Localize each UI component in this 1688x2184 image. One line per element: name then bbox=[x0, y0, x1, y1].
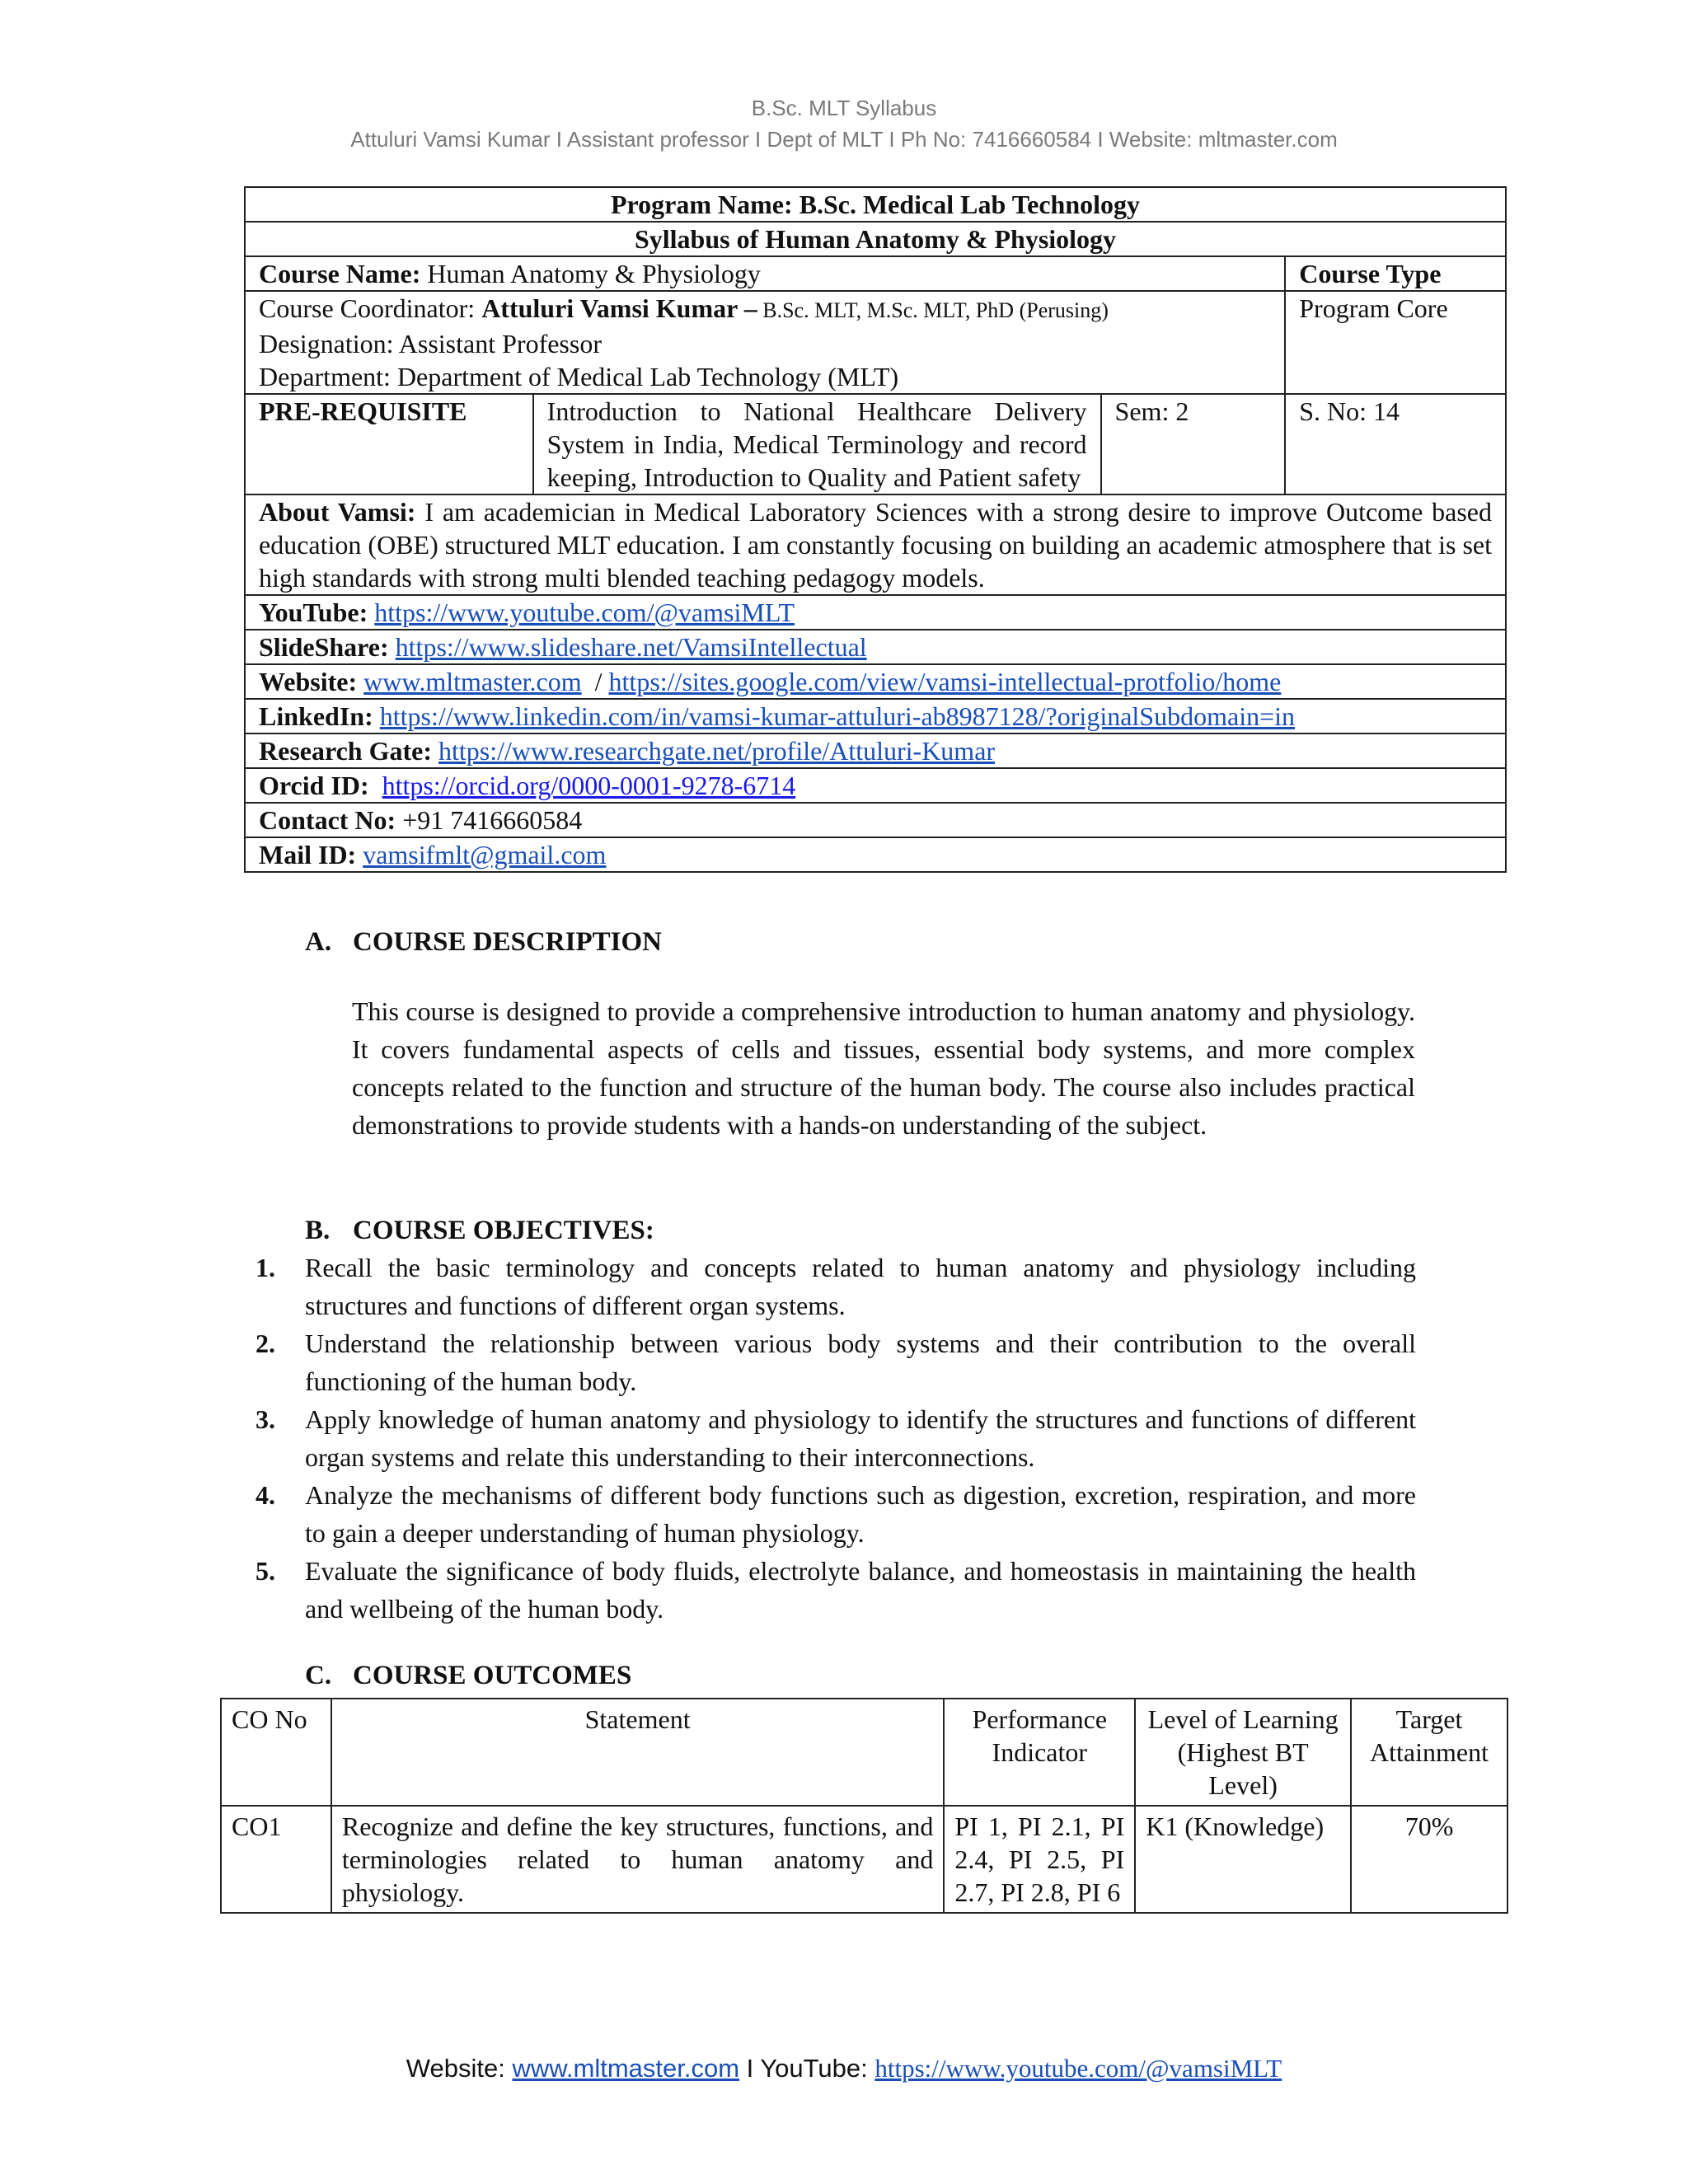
researchgate-link[interactable]: https://www.researchgate.net/profile/Attuluri-Kumar bbox=[438, 736, 996, 766]
serial-number: S. No: 14 bbox=[1285, 394, 1506, 494]
coordinator-cell bbox=[245, 291, 1285, 394]
course-outcomes-table bbox=[220, 1698, 1508, 1914]
header-subtitle: Attuluri Vamsi Kumar I Assistant professor I Dept of MLT I Ph No: 7416660584 I Website: mltmaster.com bbox=[350, 127, 1338, 152]
researchgate-label: Research Gate: bbox=[259, 736, 432, 766]
course-name-label: Course Name: bbox=[259, 259, 421, 288]
coordinator-label: Course Coordinator: bbox=[259, 293, 482, 323]
objective-item bbox=[256, 1400, 1416, 1476]
contact-label: Contact No: bbox=[259, 805, 396, 835]
researchgate-row bbox=[245, 733, 1506, 768]
linkedin-label: LinkedIn: bbox=[259, 701, 373, 731]
co-id: CO1 bbox=[221, 1806, 331, 1913]
department: Department: Department of Medical Lab Technology (MLT) bbox=[259, 362, 899, 391]
contact-row bbox=[245, 803, 1506, 837]
section-a-title: COURSE DESCRIPTION bbox=[353, 927, 662, 957]
youtube-label: YouTube: bbox=[259, 598, 368, 627]
prerequisite-label: PRE-REQUISITE bbox=[245, 394, 533, 494]
section-c-title: COURSE OUTCOMES bbox=[353, 1661, 632, 1690]
footer-website-label: Website: bbox=[406, 2054, 513, 2083]
table-row bbox=[221, 1806, 1507, 1913]
coordinator-name: Attuluri Vamsi Kumar – bbox=[481, 293, 757, 323]
prerequisite-text: Introduction to National Healthcare Delivery System in India, Medical Terminology and record keeping, Introduction to Quality and Patient safety bbox=[533, 394, 1101, 494]
objective-text: Apply knowledge of human anatomy and physiology to identify the structures and functions of different organ systems and relate this understanding to their interconnections. bbox=[305, 1404, 1416, 1472]
orcid-row bbox=[245, 768, 1506, 803]
mail-row bbox=[245, 837, 1506, 872]
co-target: 70% bbox=[1351, 1806, 1507, 1913]
section-a-letter: A. bbox=[305, 927, 332, 957]
outcomes-header-row bbox=[221, 1699, 1507, 1806]
course-type-value: Program Core bbox=[1285, 291, 1506, 394]
objective-text: Understand the relationship between various body systems and their contribution to the overall functioning of the human body. bbox=[305, 1329, 1416, 1396]
about-text: I am academician in Medical Laboratory Sciences with a strong desire to improve Outcome based education (OBE) structured MLT education. I am constantly focusing on building an academic atmosphere that is set high standards with strong multi blended teaching pedagogy models. bbox=[259, 497, 1493, 593]
objective-item bbox=[256, 1249, 1416, 1324]
contact-value: +91 7416660584 bbox=[396, 805, 583, 835]
semester: Sem: 2 bbox=[1101, 394, 1286, 494]
section-a-heading bbox=[305, 927, 662, 958]
course-name-cell bbox=[245, 256, 1285, 291]
objective-number: 5. bbox=[256, 1556, 275, 1586]
objective-number: 4. bbox=[256, 1480, 275, 1510]
objective-item bbox=[256, 1324, 1416, 1400]
course-info-table bbox=[244, 186, 1507, 873]
website-separator: / bbox=[581, 667, 609, 696]
youtube-link[interactable]: https://www.youtube.com/@vamsiMLT bbox=[374, 598, 795, 627]
slideshare-row bbox=[245, 630, 1506, 664]
footer-website-link[interactable]: www.mltmaster.com bbox=[512, 2054, 740, 2083]
objective-item bbox=[256, 1552, 1416, 1628]
course-description: This course is designed to provide a comprehensive introduction to human anatomy and physiology. It covers fundamental aspects of cells and tissues, essential body systems, and more complex concepts related to the function and structure of the human body. The course also includes practical demonstrations to provide students with a hands-on understanding of the subject. bbox=[352, 996, 1415, 1140]
youtube-row bbox=[245, 595, 1506, 630]
co-level: K1 (Knowledge) bbox=[1135, 1806, 1351, 1913]
co-performance-indicator: PI 1, PI 2.1, PI 2.4, PI 2.5, PI 2.7, PI 2.8, PI 6 bbox=[944, 1806, 1135, 1913]
website-row bbox=[245, 664, 1506, 699]
designation: Designation: Assistant Professor bbox=[259, 329, 602, 359]
statement-header: Statement bbox=[331, 1699, 944, 1806]
objective-text: Evaluate the significance of body fluids, electrolyte balance, and homeostasis in maintaining the health and wellbeing of the human body. bbox=[305, 1556, 1416, 1624]
objective-item bbox=[256, 1476, 1416, 1552]
section-c-heading bbox=[305, 1661, 631, 1691]
linkedin-row bbox=[245, 699, 1506, 733]
header-title: B.Sc. MLT Syllabus bbox=[751, 96, 937, 120]
about-label: About Vamsi: bbox=[259, 497, 416, 527]
website-label: Website: bbox=[259, 667, 358, 696]
coordinator-quals: B.Sc. MLT, M.Sc. MLT, PhD (Perusing) bbox=[757, 298, 1109, 322]
objective-number: 1. bbox=[256, 1253, 275, 1282]
course-name-value: Human Anatomy & Physiology bbox=[420, 259, 761, 288]
slideshare-link[interactable]: https://www.slideshare.net/VamsiIntellectual bbox=[395, 632, 867, 662]
objective-text: Analyze the mechanisms of different body functions such as digestion, excretion, respiration, and more to gain a deeper understanding of human physiology. bbox=[305, 1480, 1416, 1548]
orcid-link[interactable]: https://orcid.org/0000-0001-9278-6714 bbox=[382, 771, 796, 800]
portfolio-link[interactable]: https://sites.google.com/view/vamsi-intellectual-protfolio/home bbox=[608, 667, 1282, 696]
program-name: Program Name: B.Sc. Medical Lab Technology bbox=[245, 187, 1506, 222]
orcid-label: Orcid ID: bbox=[259, 771, 369, 800]
level-header: Level of Learning (Highest BT Level) bbox=[1135, 1699, 1351, 1806]
footer-separator: I YouTube: bbox=[739, 2054, 875, 2083]
objectives-list bbox=[256, 1249, 1416, 1628]
mail-label: Mail ID: bbox=[259, 840, 357, 869]
section-b-letter: B. bbox=[305, 1216, 331, 1245]
pi-header: Performance Indicator bbox=[944, 1699, 1135, 1806]
linkedin-link[interactable]: https://www.linkedin.com/in/vamsi-kumar-attuluri-ab8987128/?originalSubdomain=in bbox=[379, 701, 1296, 731]
course-type-label: Course Type bbox=[1285, 256, 1506, 291]
footer-youtube-link[interactable]: https://www.youtube.com/@vamsiMLT bbox=[874, 2054, 1282, 2083]
co-no-header: CO No bbox=[221, 1699, 331, 1806]
objective-number: 3. bbox=[256, 1404, 275, 1434]
mail-link[interactable]: vamsifmlt@gmail.com bbox=[363, 840, 607, 869]
section-b-heading bbox=[305, 1216, 654, 1246]
website-link[interactable]: www.mltmaster.com bbox=[363, 667, 582, 696]
co-statement: Recognize and define the key structures, functions, and terminologies related to human anatomy and physiology. bbox=[331, 1806, 944, 1913]
syllabus-title: Syllabus of Human Anatomy & Physiology bbox=[245, 222, 1506, 256]
section-b-title: COURSE OBJECTIVES: bbox=[353, 1216, 654, 1245]
about-cell bbox=[245, 494, 1506, 595]
target-header: Target Attainment bbox=[1351, 1699, 1507, 1806]
page-header bbox=[0, 92, 1688, 155]
objective-number: 2. bbox=[256, 1329, 275, 1358]
page-footer bbox=[0, 2054, 1688, 2083]
slideshare-label: SlideShare: bbox=[259, 632, 389, 662]
objective-text: Recall the basic terminology and concepts related to human anatomy and physiology including structures and functions of different organ systems. bbox=[305, 1253, 1416, 1320]
section-c-letter: C. bbox=[305, 1661, 332, 1690]
